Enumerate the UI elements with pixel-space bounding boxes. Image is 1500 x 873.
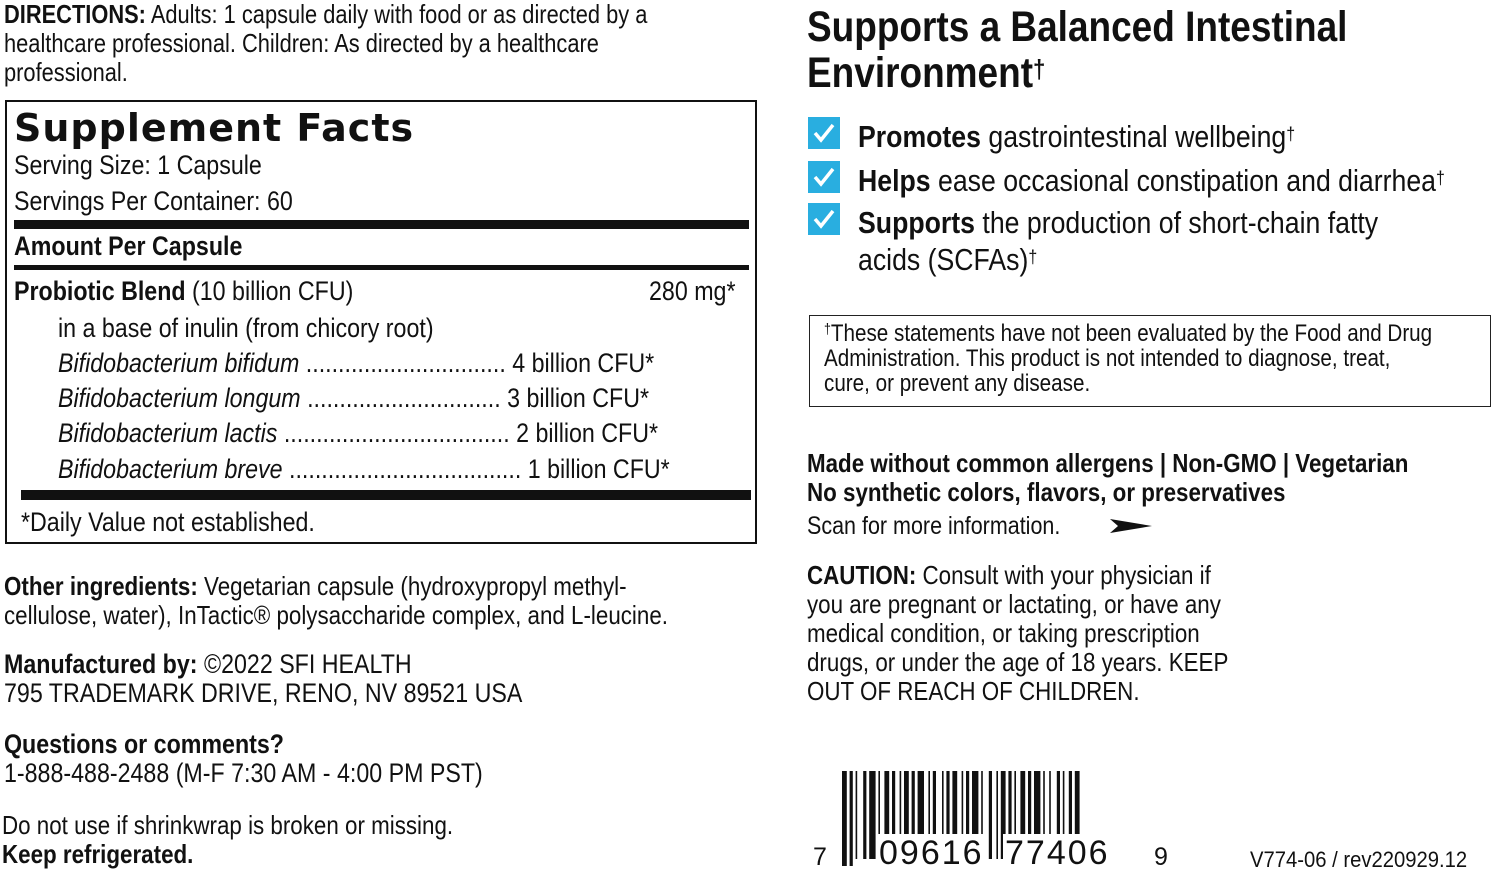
disclaimer-line-3: cure, or prevent any disease. <box>824 370 1091 397</box>
caution-line-3: medical condition, or taking prescription <box>807 618 1200 648</box>
caution-line-4: drugs, or under the age of 18 years. KEEP <box>807 647 1229 677</box>
storage-notes <box>2 811 453 869</box>
allergens-line-2: No synthetic colors, flavors, or preservatives <box>807 477 1286 507</box>
barcode-left-digit: 7 <box>813 843 827 871</box>
manufacturer-address: 795 TRADEMARK DRIVE, RENO, NV 89521 USA <box>4 678 523 708</box>
directions-line-3: professional. <box>4 57 128 87</box>
checkmark-icon <box>808 117 840 149</box>
other-ingredients-label: Other ingredients: <box>4 571 198 601</box>
amount-per-capsule-heading: Amount Per Capsule <box>14 231 243 261</box>
manufacturer-company: ©2022 SFI HEALTH <box>197 649 412 679</box>
thick-divider <box>14 220 749 229</box>
directions-line-2: healthcare professional. Children: As directed by a healthcare <box>4 28 599 58</box>
other-ingredients-line-2: cellulose, water), InTactic® polysaccharide complex, and L-leucine. <box>4 600 668 630</box>
leader-dots: ............................... <box>299 348 506 378</box>
strain-row <box>58 454 670 485</box>
benefit-text: ease occasional constipation and diarrhea <box>930 163 1437 198</box>
leader-dots: .................................... <box>282 454 522 484</box>
dagger-mark: † <box>824 322 831 338</box>
strain-cfu: 3 billion CFU* <box>500 383 650 413</box>
other-ingredients <box>4 572 668 630</box>
benefit-text-continued: acids (SCFAs) <box>858 242 1029 277</box>
other-ingredients-line-1: Vegetarian capsule (hydroxypropyl methyl- <box>197 571 627 601</box>
barcode-group-1: 09616 <box>879 834 984 872</box>
headline-line-2: Environment <box>807 49 1034 97</box>
supplement-facts-title: Supplement Facts <box>14 106 415 150</box>
benefit-helps <box>858 162 1445 199</box>
supplement-facts-panel <box>5 100 757 544</box>
dagger-mark: † <box>1033 56 1046 84</box>
version-code: V774-06 / rev220929.12 <box>1250 847 1468 872</box>
allergens-line-1: Made without common allergens | Non-GMO | Vegetarian <box>807 448 1409 478</box>
phone-number: 1-888-488-2488 (M-F 7:30 AM - 4:00 PM PST) <box>4 758 483 788</box>
blend-cfu: (10 billion CFU) <box>185 276 354 306</box>
strain-row <box>58 348 654 379</box>
strain-name: Bifidobacterium longum <box>58 383 301 413</box>
disclaimer-line-1: These statements have not been evaluated by the Food and Drug <box>830 320 1433 347</box>
caution-line-2: you are pregnant or lactating, or have any <box>807 589 1221 619</box>
manufacturer-label: Manufactured by: <box>4 649 198 679</box>
strain-cfu: 4 billion CFU* <box>505 348 655 378</box>
benefit-bold: Helps <box>858 163 931 198</box>
blend-name: Probiotic Blend <box>14 276 186 306</box>
strain-name: Bifidobacterium bifidum <box>58 348 300 378</box>
strain-name: Bifidobacterium lactis <box>58 418 278 448</box>
strain-row <box>58 418 658 449</box>
barcode-bar <box>856 771 858 859</box>
checkmark-icon <box>808 161 840 193</box>
questions-label: Questions or comments? <box>4 729 284 759</box>
dagger-mark: † <box>1436 167 1445 188</box>
benefit-text: the production of short-chain fatty <box>975 205 1379 240</box>
refrigerate-note: Keep refrigerated. <box>2 839 194 869</box>
serving-size: Serving Size: 1 Capsule <box>14 150 262 180</box>
strain-cfu: 2 billion CFU* <box>509 418 659 448</box>
barcode-bar <box>869 771 875 859</box>
disclaimer-line-2: Administration. This product is not intended to diagnose, treat, <box>824 345 1391 372</box>
thick-divider <box>21 490 751 500</box>
strain-cfu: 1 billion CFU* <box>521 454 670 484</box>
benefit-bold: Promotes <box>858 119 981 154</box>
headline <box>807 4 1347 96</box>
benefit-text: gastrointestinal wellbeing <box>980 119 1287 154</box>
caution-line-1: Consult with your physician if <box>916 560 1211 590</box>
medium-divider <box>14 265 749 270</box>
caution-line-5: OUT OF REACH OF CHILDREN. <box>807 676 1140 706</box>
directions-text <box>4 0 760 87</box>
scan-text: Scan for more information. <box>807 512 1061 540</box>
strain-name: Bifidobacterium breve <box>58 454 283 484</box>
inulin-base-line: in a base of inulin (from chicory root) <box>58 313 434 343</box>
shrinkwrap-warning: Do not use if shrinkwrap is broken or missing. <box>2 810 454 840</box>
barcode-bar <box>996 771 998 859</box>
caution-statement <box>807 561 1228 706</box>
directions-label: DIRECTIONS: <box>4 0 146 29</box>
barcode-bar <box>989 771 992 859</box>
fda-disclaimer-box <box>809 315 1491 407</box>
questions-info <box>4 730 483 788</box>
manufacturer-info <box>4 650 522 708</box>
barcode-bar <box>850 771 853 866</box>
barcode-bar <box>863 771 866 859</box>
strain-row <box>58 383 649 414</box>
fda-disclaimer <box>824 321 1432 396</box>
benefit-promotes <box>858 118 1295 155</box>
servings-per-container: Servings Per Container: 60 <box>14 186 293 216</box>
benefit-bold: Supports <box>858 205 976 240</box>
leader-dots: ................................... <box>277 418 510 448</box>
dagger-mark: † <box>1028 246 1038 267</box>
checkmark-icon <box>808 203 840 235</box>
barcode-right-digit: 9 <box>1154 843 1168 871</box>
dagger-mark: † <box>1286 123 1296 144</box>
directions-line-1: Adults: 1 capsule daily with food or as directed by a <box>145 0 648 29</box>
benefit-supports <box>858 204 1378 278</box>
probiotic-blend-row <box>14 276 353 307</box>
caution-label: CAUTION: <box>807 560 917 590</box>
headline-line-1: Supports a Balanced Intestinal <box>807 3 1348 51</box>
barcode-group-2: 77406 <box>1005 834 1110 872</box>
barcode-bar <box>842 771 847 866</box>
leader-dots: .............................. <box>300 383 501 413</box>
allergen-statement <box>807 449 1408 507</box>
daily-value-note: *Daily Value not established. <box>21 507 315 537</box>
blend-amount: 280 mg* <box>649 276 736 306</box>
arrow-right-icon <box>1110 519 1152 533</box>
